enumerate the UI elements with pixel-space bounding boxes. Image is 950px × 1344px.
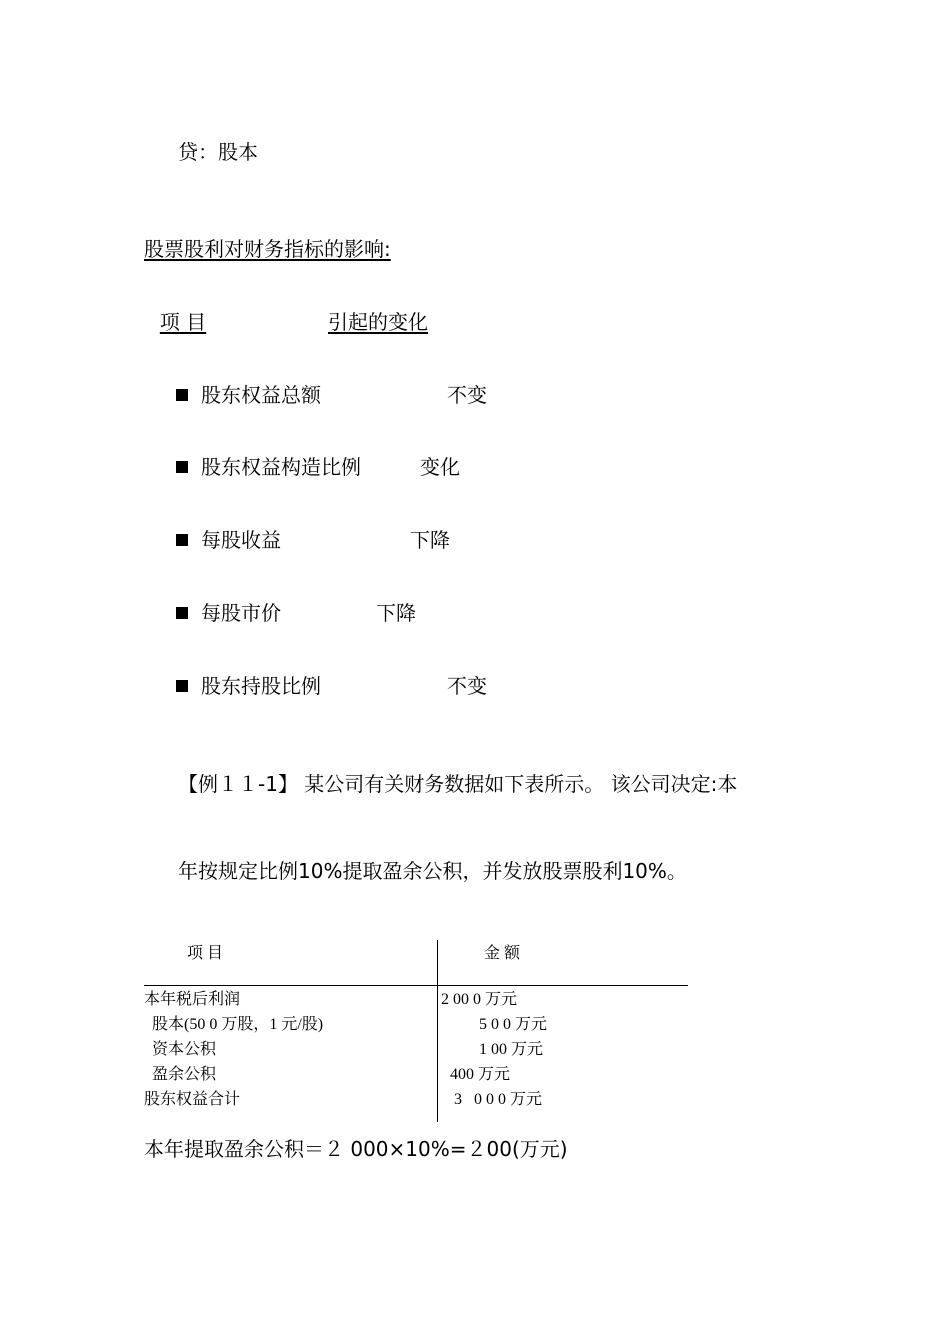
impact-item: 股东权益总额 (201, 383, 321, 407)
impact-item: 每股市价 (201, 601, 281, 625)
impact-item: 每股收益 (201, 528, 281, 552)
impact-heading: 股票股利对财务指标的影响: (144, 237, 391, 261)
table-header-item: 项 目 (187, 945, 224, 962)
impact-change: 下降 (410, 528, 450, 552)
calculation-line: 本年提取盈余公积＝２ 000×10%=２00(万元) (144, 1137, 568, 1161)
square-bullet-icon (176, 461, 188, 473)
table-cell-item: 资本公积 (152, 1041, 217, 1058)
square-bullet-icon (176, 534, 188, 546)
impact-change: 不变 (447, 383, 487, 407)
square-bullet-icon (176, 607, 188, 619)
table-cell-item: 盈余公积 (152, 1066, 217, 1083)
impact-item: 股东权益构造比例 (201, 455, 361, 479)
table-cell-amount: 3 0 0 0 万元 (454, 1091, 543, 1108)
example-line-1: 【例１１-1】 某公司有关财务数据如下表所示。 该公司决定:本 (178, 772, 738, 796)
impact-col-change: 引起的变化 (328, 310, 428, 334)
impact-col-item: 项 目 (159, 310, 207, 334)
table-cell-item: 股本(50 0 万股，1 元/股) (152, 1016, 324, 1033)
table-header-rule (144, 985, 688, 986)
table-cell-item: 股东权益合计 (144, 1091, 241, 1108)
table-cell-item: 本年税后利润 (144, 991, 241, 1008)
impact-change: 下降 (376, 601, 416, 625)
table-column-divider (437, 940, 438, 1122)
impact-change: 不变 (447, 674, 487, 698)
table-cell-amount: 1 00 万元 (479, 1041, 544, 1058)
impact-change: 变化 (420, 455, 460, 479)
table-cell-amount: 5 0 0 万元 (479, 1016, 548, 1033)
table-cell-amount: 2 00 0 万元 (441, 991, 518, 1008)
square-bullet-icon (176, 389, 188, 401)
example-line-2: 年按规定比例10%提取盈余公积，并发放股票股利10%。 (178, 859, 687, 883)
impact-item: 股东持股比例 (201, 674, 321, 698)
table-header-amount: 金 额 (484, 945, 521, 962)
credit-line: 贷：股本 (178, 140, 258, 164)
table-cell-amount: 400 万元 (450, 1066, 511, 1083)
square-bullet-icon (176, 680, 188, 692)
